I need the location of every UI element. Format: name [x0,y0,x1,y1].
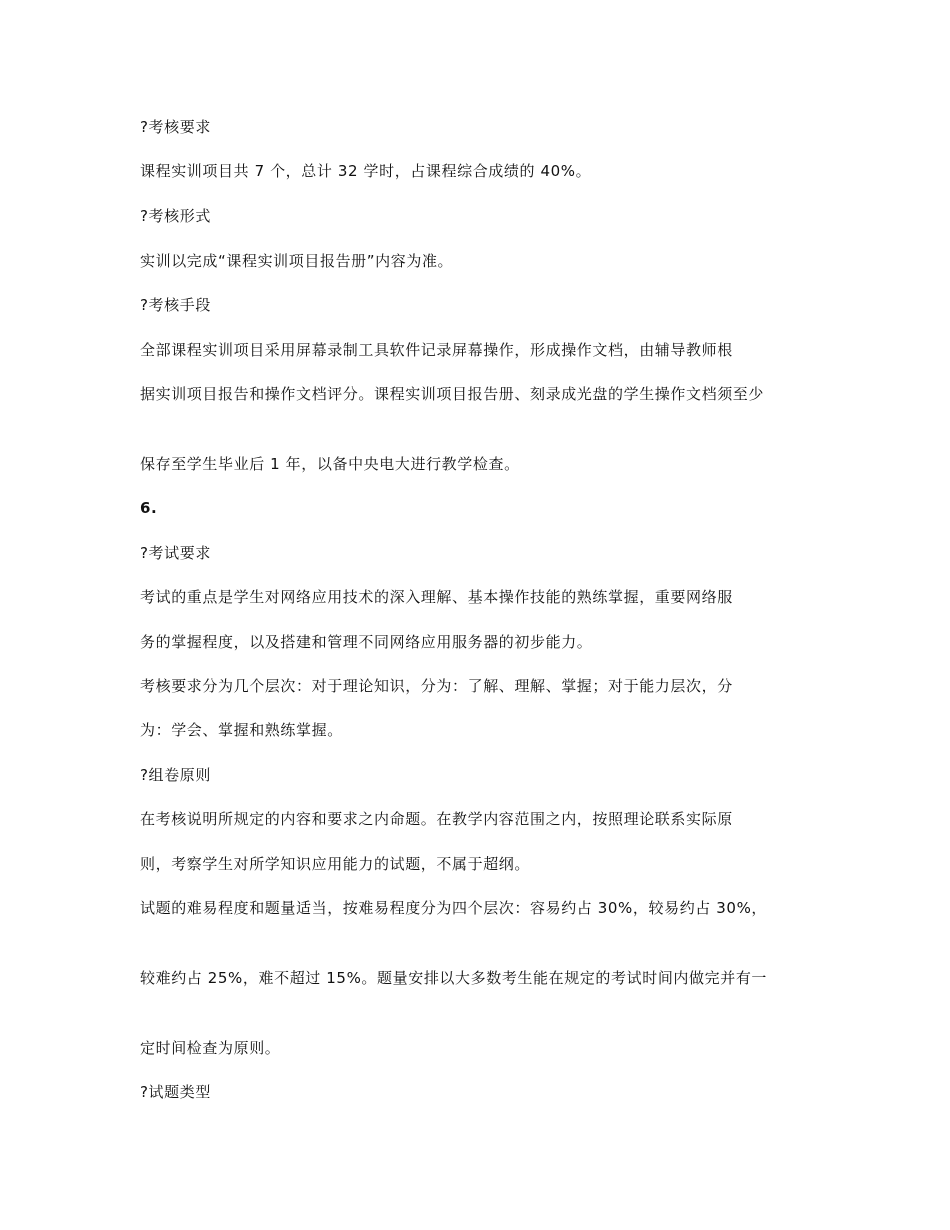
paragraph-line: 则，考察学生对所学知识应用能力的试题，不属于超纲。 [140,855,531,873]
paragraph-line: 保存至学生毕业后 1 年，以备中央电大进行教学检查。 [140,455,520,473]
section-number: 6. [140,499,158,517]
paragraph-line: 较难约占 25%，难不超过 15%。题量安排以大多数考生能在规定的考试时间内做完并有一 [140,969,768,987]
paragraph-line: 据实训项目报告和操作文档评分。课程实训项目报告册、刻录成光盘的学生操作文档须至少 [140,385,765,403]
heading-assessment-form: ?考核形式 [140,207,211,225]
paragraph-line: 考试的重点是学生对网络应用技术的深入理解、基本操作技能的熟练掌握，重要网络服 [140,588,733,606]
heading-assessment-requirements: ?考核要求 [140,118,211,136]
paragraph-line: 全部课程实训项目采用屏幕录制工具软件记录屏幕操作，形成操作文档，由辅导教师根 [140,341,733,359]
heading-assessment-means: ?考核手段 [140,296,211,314]
paragraph-line: 务的掌握程度，以及搭建和管理不同网络应用服务器的初步能力。 [140,633,593,651]
heading-exam-requirements: ?考试要求 [140,544,211,562]
heading-question-types: ?试题类型 [140,1083,211,1101]
paragraph-line: 定时间检查为原则。 [140,1039,281,1057]
paragraph-line: 考核要求分为几个层次：对于理论知识，分为：了解、理解、掌握；对于能力层次，分 [140,677,733,695]
paragraph-line: 在考核说明所规定的内容和要求之内命题。在教学内容范围之内，按照理论联系实际原 [140,810,733,828]
paragraph-line: 为：学会、掌握和熟练掌握。 [140,721,343,739]
paragraph-line: 实训以完成“课程实训项目报告册”内容为准。 [140,252,454,270]
paragraph-line: 课程实训项目共 7 个，总计 32 学时，占课程综合成绩的 40%。 [140,162,592,180]
heading-paper-principles: ?组卷原则 [140,766,211,784]
paragraph-line: 试题的难易程度和题量适当，按难易程度分为四个层次：容易约占 30%，较易约占 30%， [140,899,768,917]
